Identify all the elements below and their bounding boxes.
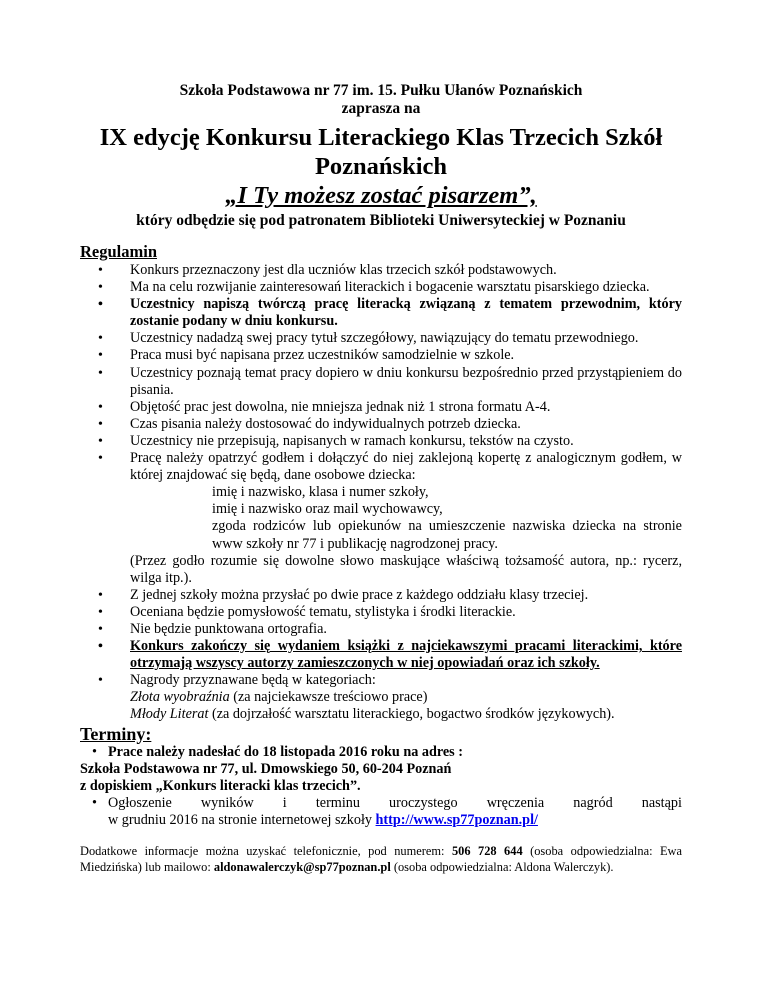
contact-text: (osoba odpowiedzialna: Ewa Miedzińska) lub mailowo:	[80, 844, 682, 874]
rule-item: • Z jednej szkoły można przysłać po dwie prace z każdego oddziału klasy trzeciej.	[130, 587, 682, 604]
awards-text: • Nagrody przyznawane będą w kategoriach:	[130, 672, 376, 689]
rule-item: • Konkurs przeznaczony jest dla uczniów klas trzecich szkół podstawowych.	[130, 262, 682, 279]
terminy-heading: Terminy:	[80, 723, 152, 744]
mailing-note: z dopiskiem „Konkurs literacki klas trzecich”.	[80, 777, 361, 794]
regulamin-heading: Regulamin	[80, 242, 158, 261]
award-desc: (za najciekawsze treściowo prace)	[229, 689, 428, 706]
rule-item: • Uczestnicy poznają temat pracy dopiero w dniu konkursu bezpośrednio przed przystąpieniem do pisania.	[130, 365, 682, 399]
rule-item: • Objętość prac jest dowolna, nie mniejsza jednak niż 1 strona formatu A-4.	[130, 399, 682, 416]
results-word: wręczenia	[486, 794, 545, 811]
results-word: nastąpi	[641, 794, 682, 811]
results-line-2	[108, 812, 682, 829]
rules-list	[80, 262, 682, 724]
results-word: terminu	[315, 794, 360, 811]
title-line-2: Poznańskich	[314, 153, 448, 180]
invite-line: zaprasza na	[341, 100, 421, 117]
award-category-1	[130, 689, 682, 706]
award-name: Młody Literat	[130, 706, 209, 723]
header	[80, 82, 682, 230]
results-word: wyników	[200, 794, 254, 811]
envelope-detail: imię i nazwisko oraz mail wychowawcy,	[212, 501, 443, 518]
contact-note	[80, 843, 682, 875]
rule-item: • Ma na celu rozwijanie zainteresowań literackich i bogacenie warsztatu pisarskiego dziecka.	[130, 279, 682, 296]
contact-text: (osoba odpowiedzialna: Aldona Walerczyk).	[390, 860, 614, 874]
envelope-detail: imię i nazwisko, klasa i numer szkoły,	[212, 484, 429, 501]
results-word: Ogłoszenie	[108, 794, 172, 811]
contact-email[interactable]: aldonawalerczyk@sp77poznan.pl	[213, 860, 391, 874]
results-word: i	[282, 794, 287, 811]
rule-item: • Praca musi być napisana przez uczestników samodzielnie w szkole.	[130, 347, 682, 364]
deadline-text: Prace należy nadesłać do 18 listopada 2016 roku na adres :	[108, 743, 463, 760]
rule-item: • Oceniana będzie pomysłowość tematu, stylistyka i środki literackie.	[130, 604, 682, 621]
bullet-icon: •	[92, 794, 97, 811]
rule-item: • Uczestnicy nie przepisują, napisanych w ramach konkursu, tekstów na czysto.	[130, 433, 682, 450]
school-website-link[interactable]: http://www.sp77poznan.pl/	[375, 811, 538, 828]
rule-item-envelope	[130, 450, 682, 587]
bullet-icon: •	[92, 743, 97, 760]
school-name: Szkoła Podstawowa nr 77 im. 15. Pułku Ułanów Poznańskich	[179, 82, 583, 99]
results-line-1	[108, 795, 682, 812]
award-desc: (za dojrzałość warsztatu literackiego, bogactwo środków językowych).	[208, 706, 615, 723]
contact-text: Dodatkowe informacje można uzyskać telefonicznie, pod numerem:	[80, 844, 452, 858]
rule-item: • Nie będzie punktowana ortografia.	[130, 621, 682, 638]
rule-item-awards	[130, 672, 682, 723]
results-word: uroczystego	[389, 794, 458, 811]
results-item	[80, 795, 682, 829]
award-category-2	[130, 706, 682, 723]
rule-item: • Czas pisania należy dostosować do indywidualnych potrzeb dziecka.	[130, 416, 682, 433]
patronage-line: który odbędzie się pod patronatem Biblioteki Uniwersyteckiej w Poznaniu	[136, 212, 626, 229]
rule-item: • Uczestnicy nadadzą swej pracy tytuł szczegółowy, nawiązujący do tematu przewodniego.	[130, 330, 682, 347]
rule-item: • Uczestnicy napiszą twórczą pracę literacką związaną z tematem przewodnim, który zostanie podany w dniu konkursu.	[130, 296, 682, 330]
title-line-1: IX edycję Konkursu Literackiego Klas Trzecich Szkół	[99, 124, 663, 151]
results-text: w grudniu 2016 na stronie internetowej szkoły	[108, 811, 376, 828]
mailing-address: Szkoła Podstawowa nr 77, ul. Dmowskiego 50, 60-204 Poznań	[80, 760, 452, 777]
envelope-detail: zgoda rodziców lub opiekunów na umieszczenie nazwiska dziecka na stronie www szkoły nr 77 i publikację nagrodzonej pracy.	[212, 518, 682, 552]
phone-number: 506 728 644	[451, 844, 523, 858]
rule-envelope-text: • Pracę należy opatrzyć godłem i dołączyć do niej zaklejoną kopertę z analogicznym godłem, w której znajdować się będą, dane osobowe dziecka:	[130, 450, 682, 484]
deadline-item	[80, 744, 682, 761]
contest-motto: „I Ty możesz zostać pisarzem”,	[225, 182, 537, 209]
results-word: nagród	[573, 794, 613, 811]
rule-item: • Konkurs zakończy się wydaniem książki z najciekawszymi pracami literackimi, które otrzymają wszyscy autorzy zamieszczonych w niej opowiadań oraz ich szkoły.	[130, 638, 682, 672]
emblem-explanation: (Przez godło rozumie się dowolne słowo maskujące właściwą tożsamość autora, np.: rycerz, wilga itp.).	[130, 552, 682, 586]
award-name: Złota wyobraźnia	[130, 689, 230, 706]
contest-title	[80, 123, 682, 181]
